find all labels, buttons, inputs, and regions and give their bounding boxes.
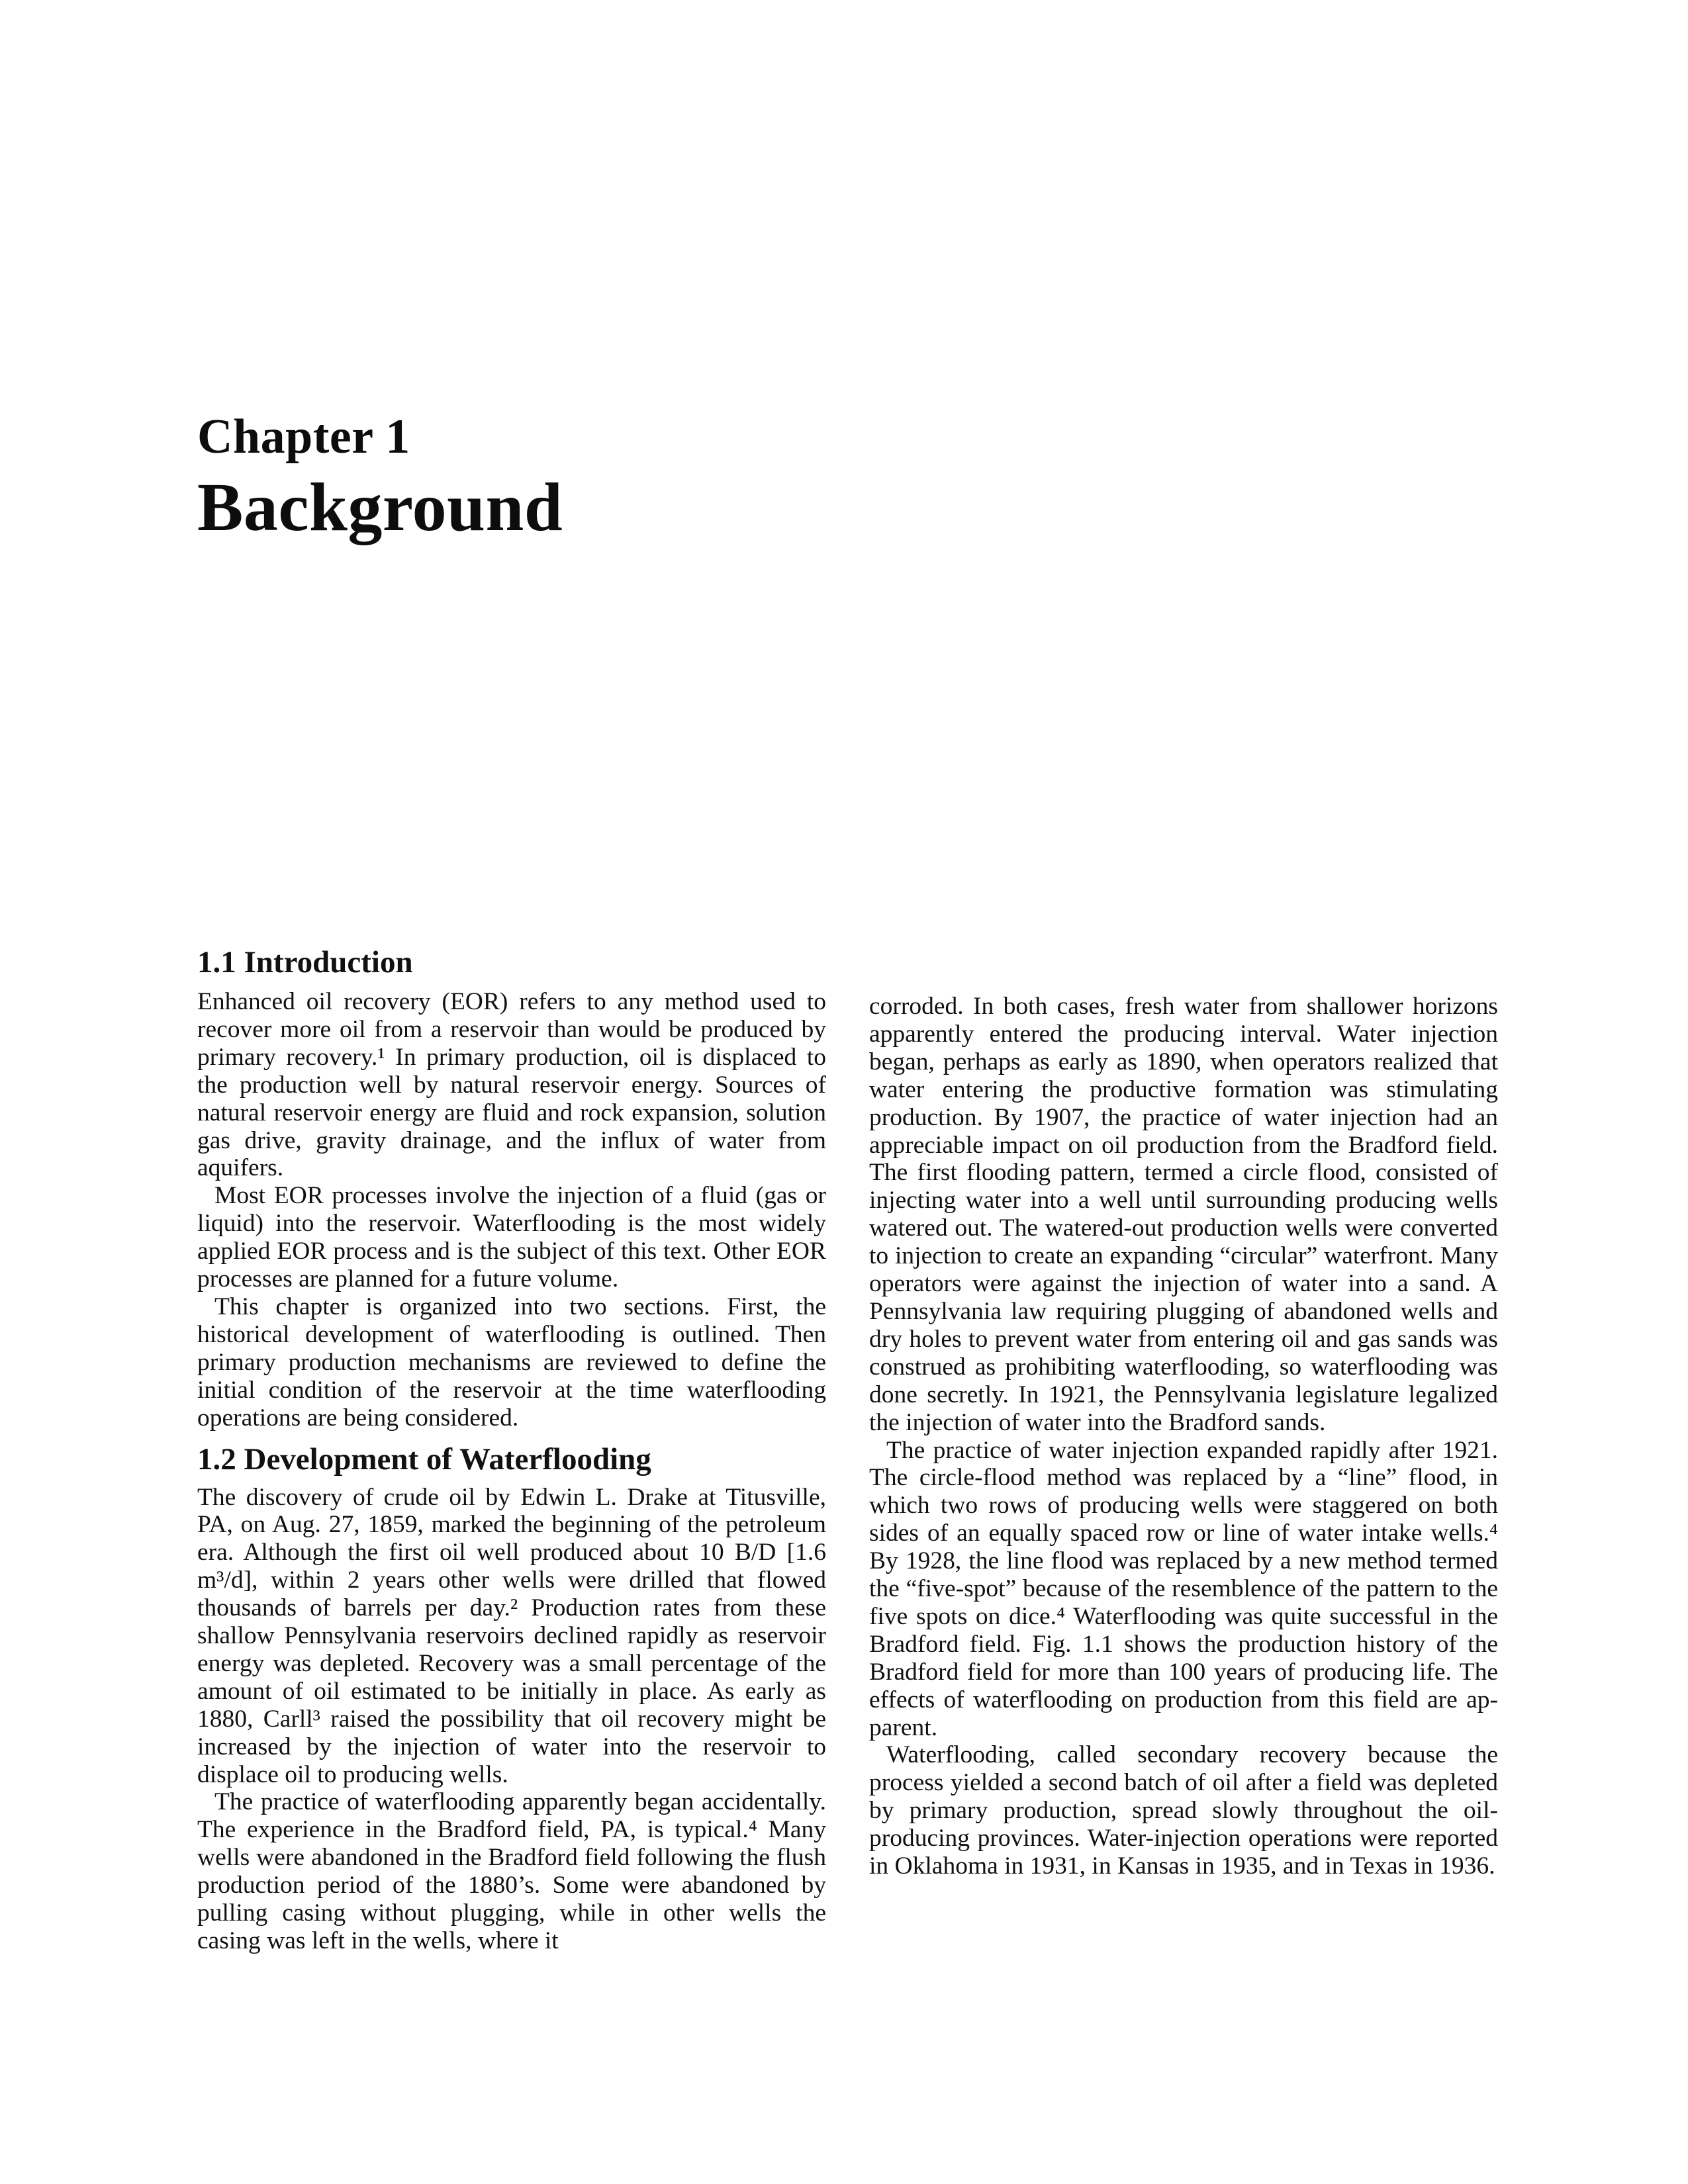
chapter-heading [197,405,563,547]
body-paragraph: Enhanced oil recovery (EOR) refers to any method used to recover more oil from a reservoir than would be produced by primary recovery.¹ In primary production, oil is displaced to the production well by natural reservoir energy. Sources of natural reservoir energy are fluid and rock expansion, solution gas drive, gravity drainage, and the influx of water from aquifers. [197,988,826,1182]
body-paragraph: Waterflooding, called secondary recovery because the process yielded a second batch of oil after a field was depleted by primary production, spread slowly throughout the oil-producing provinces. Water-injection operations were reported in Oklahoma in 1931, in Kansas in 1935, and in Texas in 1936. [869,1741,1498,1880]
right-column [869,993,1498,1880]
body-paragraph: The practice of waterflooding apparently began accidentally. The experience in the Bradford field, PA, is typical.⁴ Many wells were abandoned in the Bradford field following the flush production period of the 1880’s. Some were abandoned by pulling casing without plugging, while in other wells the casing was left in the wells, where it [197,1788,826,1954]
body-paragraph: corroded. In both cases, fresh water from shallower horizons apparently entered the producing interval. Water injection began, perhaps as early as 1890, when operators realized that water entering the productive formation was stimulating production. By 1907, the practice of water injection had an appreciable impact on oil production from the Bradford field. The first flooding pattern, termed a circle flood, consisted of injecting water into a well until surrounding producing wells watered out. The watered-out production wells were converted to injection to create an expanding “circular” waterfront. Many operators were against the injection of water into a sand. A Pennsylvania law requiring plugging of abandoned wells and dry holes to prevent water from entering oil and gas sands was construed as prohibiting waterflooding, so waterflooding was done secretly. In 1921, the Pennsylvania legislature legalized the injection of water into the Bradford sands. [869,993,1498,1436]
section-heading-introduction: 1.1 Introduction [197,945,413,979]
chapter-title: Background [197,469,563,545]
body-paragraph: Most EOR processes involve the injection of a fluid (gas or liquid) into the reservoir. Waterflooding is the most widely applied EOR process and is the subject of this text. Other EOR processes are planned for a future volume. [197,1182,826,1293]
body-paragraph: This chapter is organized into two sections. First, the historical development of waterflooding is outlined. Then primary production mechanisms are reviewed to define the initial condition of the reservoir at the time waterflooding operations are being considered. [197,1293,826,1432]
left-column [197,943,826,1955]
chapter-label: Chapter 1 [197,410,410,464]
body-paragraph: The discovery of crude oil by Edwin L. Drake at Titusville, PA, on Aug. 27, 1859, marked the beginning of the petroleum era. Although the first oil well produced about 10 B/D [1.6 m³/d], within 2 years other wells were drilled that flowed thousands of barrels per day.² Production rates from these shallow Pennsylvania reservoirs declined rapidly as reservoir energy was depleted. Recovery was a small percentage of the amount of oil estimated to be initially in place. As early as 1880, Carll³ raised the possibility that oil recovery might be increased by the injection of water into the reservoir to displace oil to producing wells. [197,1483,826,1788]
section-heading-development: 1.2 Development of Waterflooding [197,1441,651,1477]
body-paragraph: The practice of water injection expanded rapidly after 1921. The circle-flood method was replaced by a “line” flood, in which two rows of producing wells were staggered on both sides of an equally spaced row or line of water intake wells.⁴ By 1928, the line flood was replaced by a new method termed the “five-spot” because of the resemblence of the pattern to the five spots on dice.⁴ Waterflooding was quite successful in the Bradford field. Fig. 1.1 shows the production history of the Bradford field for more than 100 years of producing life. The effects of waterflooding on production from this field are apparent. [869,1436,1498,1741]
